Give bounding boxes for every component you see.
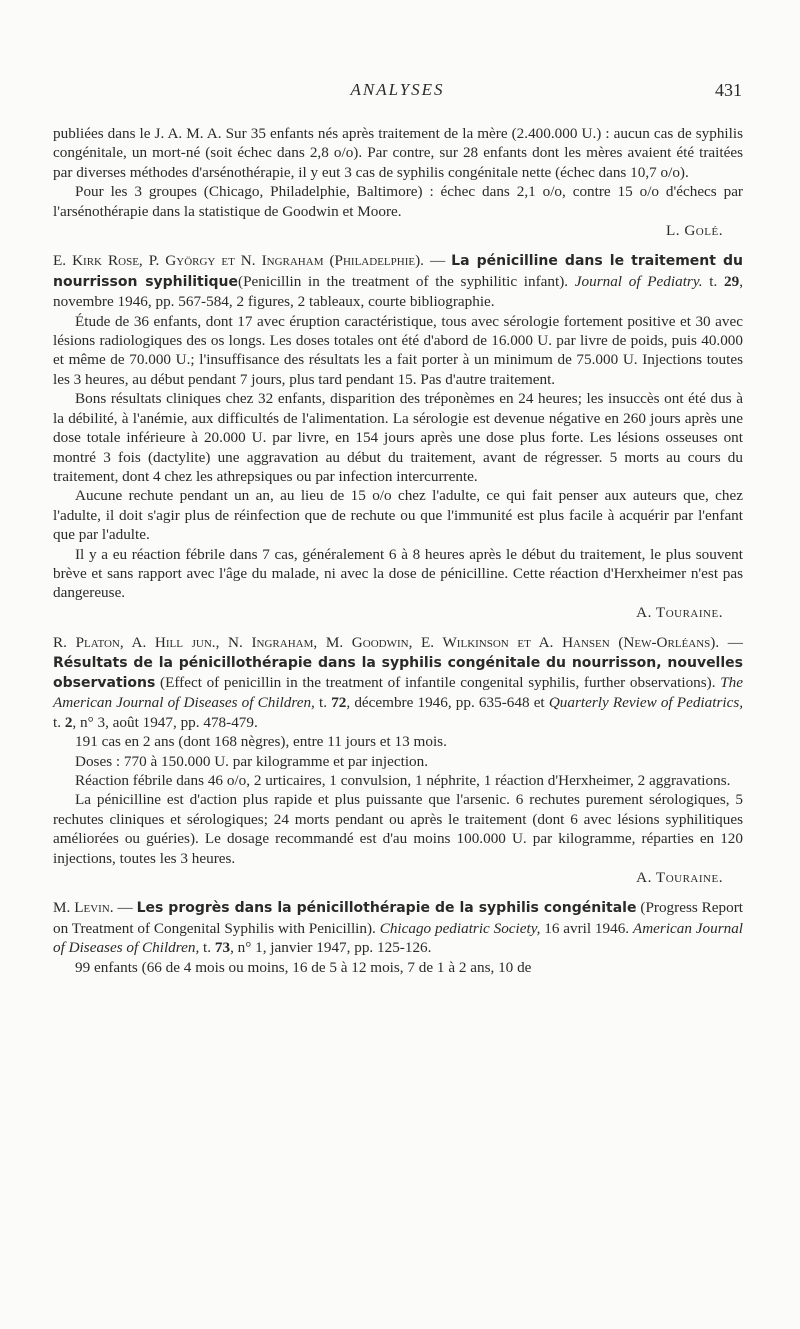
paragraph: publiées dans le J. A. M. A. Sur 35 enfants nés après traitement de la mère (2.400.000 U.) : aucun cas de syphilis congénitale, un mort-né (soit échec dans 2,8 o/o). Par contre, sur 28 enfants dont les mères avaient été traitées par diverses méthodes d'arsénothérapie, il y eut 3 cas de syphilis congénitale nette (échec dans 10,7 o/o). xyxy=(53,125,743,181)
authors: R. Platon, A. Hill jun., N. Ingraham, M. Goodwin, E. Wilkinson et A. Hansen (New-Orléans). — xyxy=(53,634,743,652)
article-title: Résultats de la pénicillothérapie dans la syphilis congénitale du nourrisson, nouvelles observations xyxy=(53,654,743,691)
authors: E. Kirk Rose, P. György et N. Ingraham (Philadelphie). — xyxy=(53,252,446,270)
paragraph: Aucune rechute pendant un an, au lieu de 15 o/o chez l'adulte, ce qui fait penser aux auteurs que, chez l'adulte, il doit s'agir plus de réinfection que de rechute ou que l'immunité est plus facile à acquérir par l'enfant que par l'adulte. xyxy=(53,487,743,544)
journal-name: Chicago pediatric Society, xyxy=(379,919,541,937)
signature: L. Golé. xyxy=(665,222,723,240)
paragraph: 99 enfants (66 de 4 mois ou moins, 16 de 5 à 12 mois, 7 de 1 à 2 ans, 10 de xyxy=(75,958,532,976)
reference-entry: R. Platon, A. Hill jun., N. Ingraham, M. Goodwin, E. Wilkinson et A. Hansen (New-Orléans). — Résultats de la pénicillothérapie dans la syphilis congénitale du nourrisson, nouvelles observations (Effect of penicillin in the treatment of infantile congenital syphilis, further observations). The American Journal of Diseases of Children, t. 72, décembre 1946, pp. 635-648 et Quarterly Review of Pediatrics, t. 2, n° 3, août 1947, pp. 478-479. xyxy=(53,634,744,731)
paragraph: Bons résultats cliniques chez 32 enfants, disparition des tréponèmes en 24 heures; les insuccès ont été dus à la débilité, à l'anémie, aux difficultés de l'alimentation. La sérologie est devenue négative en 260 jours après une dose totale inférieure à 20.000 U. par livre, en 154 jours après une dose plus forte. Les lésions osseuses ont montré 3 fois (dactylite) une aggravation au début du traitement, avant de régresser. 5 morts au cours du traitement, dont 4 chez les athrepsiques ou par infection intercurrente. xyxy=(53,390,743,485)
paragraph: 191 cas en 2 ans (dont 168 nègres), entre 11 jours et 13 mois. xyxy=(75,733,447,751)
journal-name: American Journal of Diseases of Children, xyxy=(53,919,744,957)
journal-name: Quarterly Review of Pediatrics, xyxy=(548,694,744,712)
article-title: La pénicilline dans le traitement du nourrisson syphilitique xyxy=(53,253,744,290)
journal-name: The American Journal of Diseases of Children, xyxy=(53,673,743,712)
reference-entry: M. Levin. — Les progrès dans la pénicillothérapie de la syphilis congénitale (Progress Report on Treatment of Congenital Syphilis with Penicillin). Chicago pediatric Society, 16 avril 1946. American Journal of Diseases of Children, t. 73, n° 1, janvier 1947, pp. 125-126. xyxy=(53,899,744,957)
paragraph: Étude de 36 enfants, dont 17 avec éruption caractéristique, tous avec sérologie fortement positive et 30 avec lésions radiologiques des os longs. Les doses totales ont été d'abord de 16.000 U. par livre de poids, puis 40.000 et même de 70.000 U.; l'insuffisance des résultats les a fait porter à un minimum de 75.000 U. Injections toutes les 3 heures, au début pendant 7 jours, plus tard pendant 15. Pas d'autre traitement. xyxy=(53,312,743,388)
article-body xyxy=(53,124,743,977)
reference-entry: E. Kirk Rose, P. György et N. Ingraham (Philadelphie). — La pénicilline dans le traitement du nourrisson syphilitique(Penicillin in the treatment of the syphilitic infant). Journal of Pediatry. t. 29, novembre 1946, pp. 567-584, 2 figures, 2 tableaux, courte bibliographie. xyxy=(53,252,744,311)
signature: A. Touraine. xyxy=(636,869,723,887)
paragraph: Il y a eu réaction fébrile dans 7 cas, généralement 6 à 8 heures après le début du traitement, le plus souvent brève et sans rapport avec l'âge du malade, ni avec la dose de pénicilline. Cette réaction d'Herxheimer n'est pas dangereuse. xyxy=(53,545,743,602)
page-number: 431 xyxy=(715,80,742,100)
running-title: ANALYSES xyxy=(350,80,445,99)
paragraph: Doses : 770 à 150.000 U. par kilogramme et par injection. xyxy=(75,752,429,770)
paragraph: Pour les 3 groupes (Chicago, Philadelphie, Baltimore) : échec dans 2,1 o/o, contre 15 o/o d'échecs par l'arsénothérapie dans la statistique de Goodwin et Moore. xyxy=(53,183,743,220)
page-header xyxy=(53,80,742,106)
journal-name: Journal of Pediatry. xyxy=(574,272,703,290)
signature: A. Touraine. xyxy=(636,603,723,621)
paragraph: La pénicilline est d'action plus rapide et plus puissante que l'arsenic. 6 rechutes purement sérologiques, 5 rechutes cliniques et sérologiques; 24 morts pendant ou après le traitement (dont 6 avec lésions syphilitiques améliorées ou guéries). Le dosage recommandé est d'au moins 100.000 U. par kilogramme, réparties en 120 injections, toutes les 3 heures. xyxy=(53,791,743,867)
article-title: Les progrès dans la pénicillothérapie de la syphilis congénitale xyxy=(136,900,637,917)
paragraph: Réaction fébrile dans 46 o/o, 2 urticaires, 1 convulsion, 1 néphrite, 1 réaction d'Herxheimer, 2 aggravations. xyxy=(75,772,731,789)
authors: M. Levin. — xyxy=(53,899,133,917)
